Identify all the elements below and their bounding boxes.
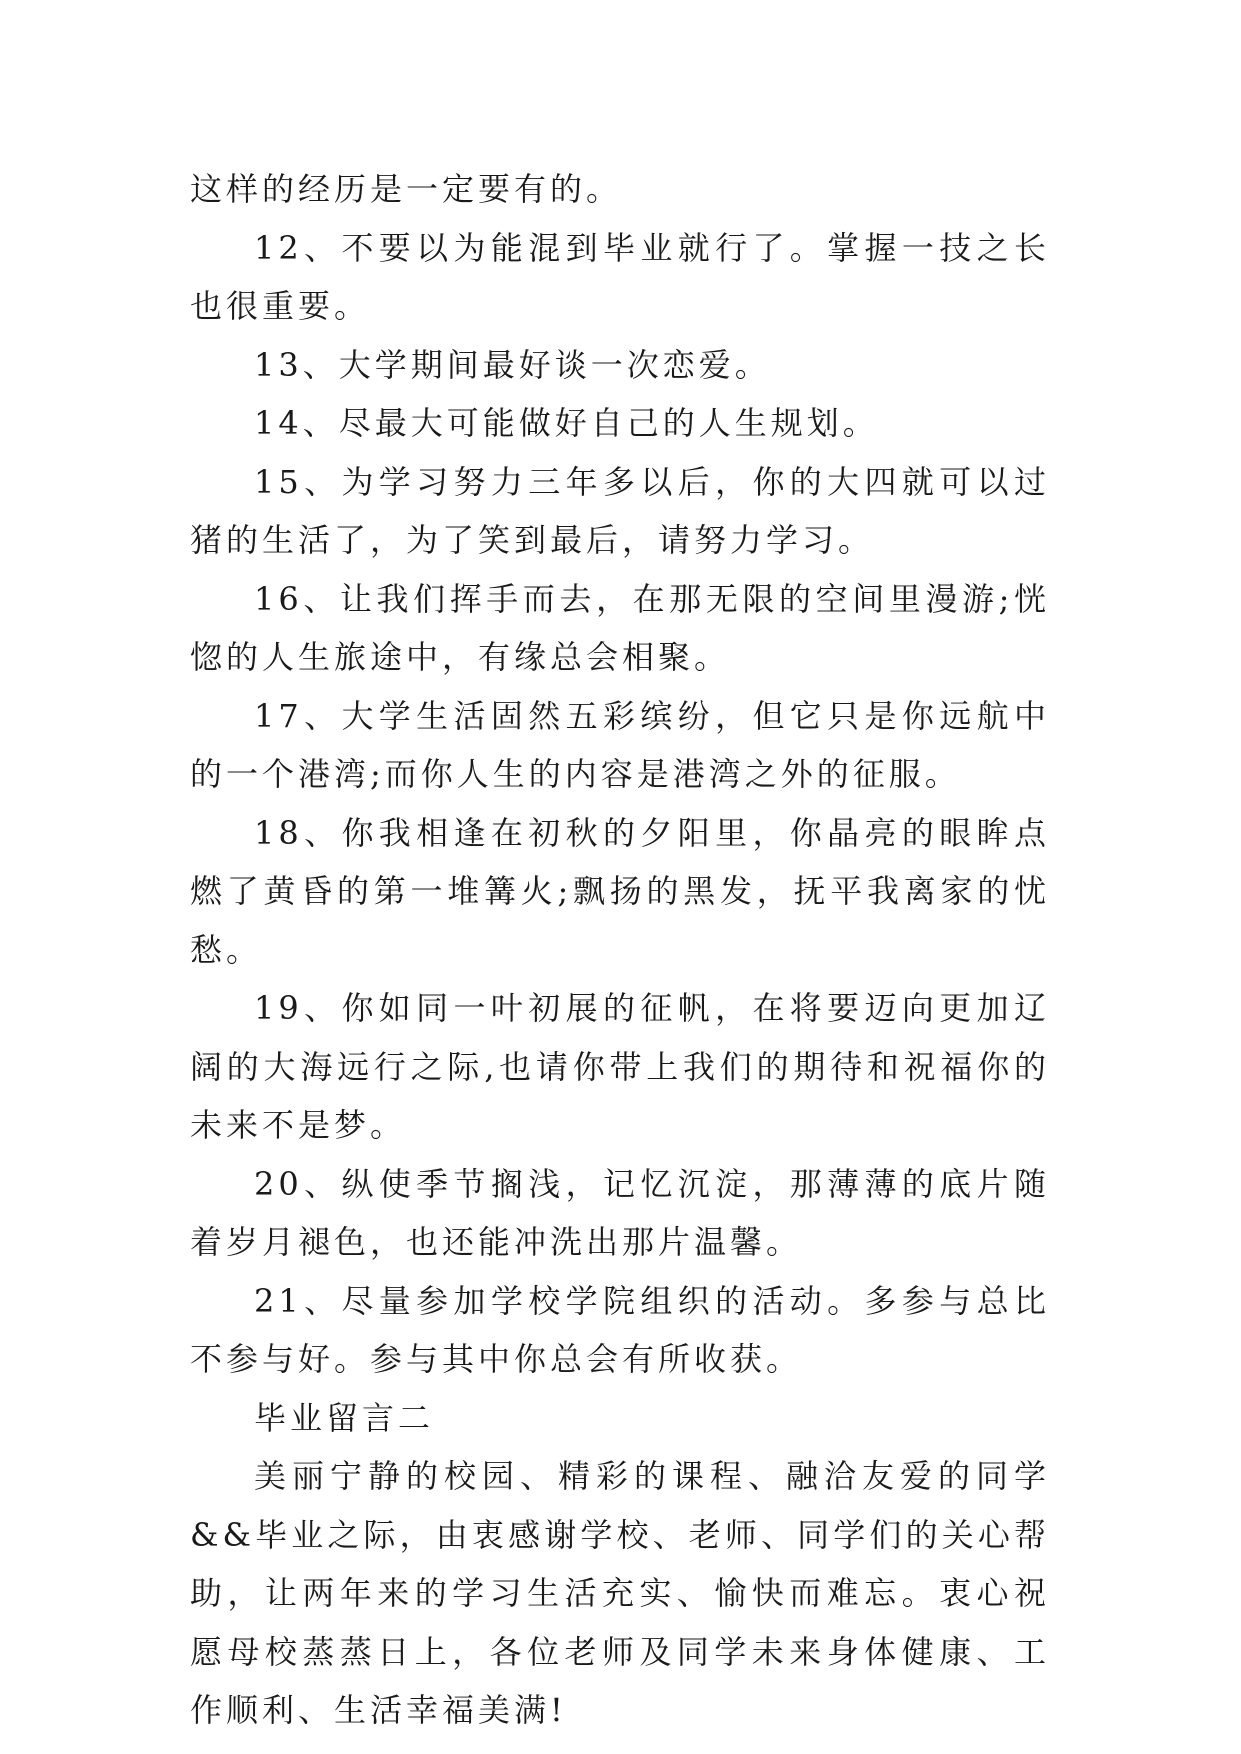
paragraph-item-13: 13、大学期间最好谈一次恋爱。 bbox=[254, 345, 771, 384]
paragraph-item-12: 12、不要以为能混到毕业就行了。掌握一技之长也很重要。 bbox=[190, 228, 1050, 325]
paragraph-item-16: 16、让我们挥手而去，在那无限的空间里漫游;恍惚的人生旅途中，有缘总会相聚。 bbox=[190, 579, 1050, 676]
paragraph-item-21: 21、尽量参加学校学院组织的活动。多参与总比不参与好。参与其中你总会有所收获。 bbox=[190, 1281, 1050, 1378]
paragraph-continuation: 这样的经历是一定要有的。 bbox=[190, 170, 623, 208]
paragraph-item-15: 15、为学习努力三年多以后，你的大四就可以过猪的生活了，为了笑到最后，请努力学习。 bbox=[190, 462, 1050, 559]
paragraph-item-17: 17、大学生活固然五彩缤纷，但它只是你远航中的一个港湾;而你人生的内容是港湾之外的征服。 bbox=[190, 696, 1050, 793]
paragraph-item-14: 14、尽最大可能做好自己的人生规划。 bbox=[254, 404, 879, 442]
paragraph-item-19: 19、你如同一叶初展的征帆，在将要迈向更加辽阔的大海远行之际,也请你带上我们的期待和祝福你的未来不是梦。 bbox=[190, 989, 1050, 1144]
paragraph-closing: 美丽宁静的校园、精彩的课程、融洽友爱的同学&&毕业之际，由衷感谢学校、老师、同学们的关心帮助，让两年来的学习生活充实、愉快而难忘。衷心祝愿母校蒸蒸日上，各位老师及同学未来身体健康、工作顺利、生活幸福美满! bbox=[190, 1457, 1050, 1729]
paragraph-item-20: 20、纵使季节搁浅，记忆沉淀，那薄薄的底片随着岁月褪色，也还能冲洗出那片温馨。 bbox=[190, 1164, 1050, 1261]
document-body bbox=[190, 160, 1050, 1740]
section-heading: 毕业留言二 bbox=[254, 1398, 435, 1437]
paragraph-item-18: 18、你我相逢在初秋的夕阳里，你晶亮的眼眸点燃了黄昏的第一堆篝火;飘扬的黑发，抚平我离家的忧愁。 bbox=[190, 813, 1050, 969]
